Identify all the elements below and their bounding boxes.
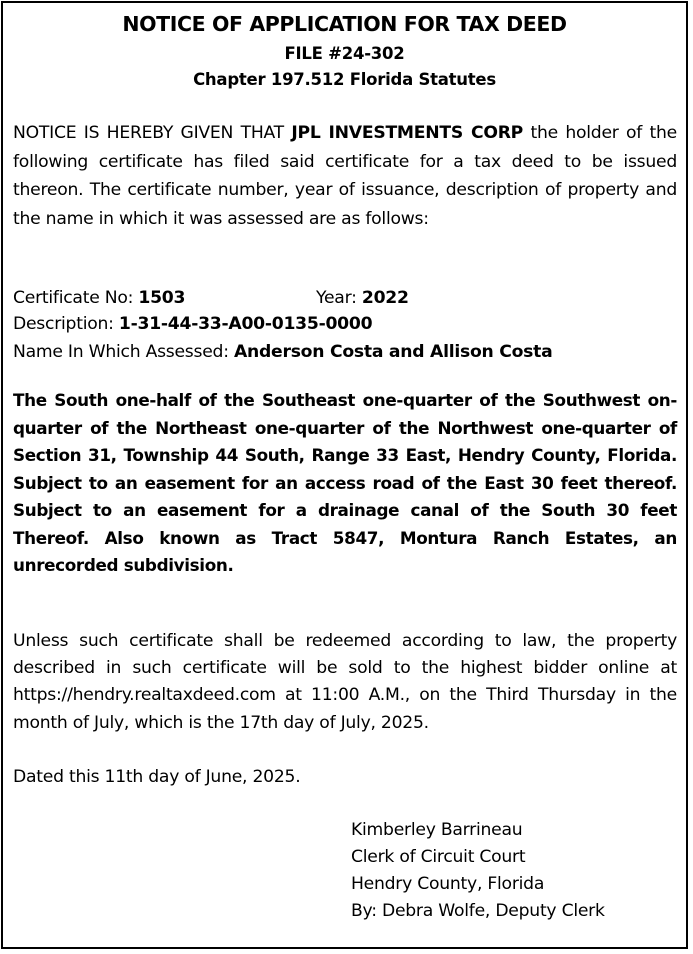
sale-notice: Unless such certificate shall be redeemed according to law, the property described in such certificate will be sold to the highest bidder online at https://hendry.realtaxdeed.com at 11:00 A.M., on the Third Thursday in the month of July, which is the 17th day of July, 2025. (13, 631, 677, 733)
legal-description: The South one-half of the Southeast one-quarter of the Southwest on-quarter of the Northeast one-quarter of the Northwest one-quarter of Section 31, Township 44 South, Range 33 East, Hendry County, Florida. Subject to an easement for an access road of the East 30 feet thereof. Subject to an easement for a drainage canal of the South 30 feet Thereof. Also known as Tract 5847, Montura Ranch Estates, an unrecorded subdivision. (13, 390, 677, 575)
file-number: FILE #24-302 (284, 44, 405, 63)
year-label: Year: (316, 288, 357, 308)
clerk-name: Kimberley Barrineau (351, 820, 523, 840)
clerk-county: Hendry County, Florida (351, 874, 545, 894)
assessed-name: Anderson Costa and Allison Costa (233, 342, 553, 362)
signature-block (351, 817, 605, 925)
certificate-number: 1503 (138, 288, 186, 308)
parcel-description: 1-31-44-33-A00-0135-0000 (118, 314, 373, 334)
certificate-holder: JPL INVESTMENTS CORP (291, 123, 524, 143)
certificate-number-label: Certificate No: (13, 288, 134, 308)
deputy-clerk: By: Debra Wolfe, Deputy Clerk (351, 901, 605, 921)
statute-reference: Chapter 197.512 Florida Statutes (193, 70, 496, 89)
certificate-row (13, 286, 409, 310)
intro-suffix: the holder of the following certificate has filed said certificate for a tax deed to be issued thereon. The certificate number, year of issuance, description of property and the name in which it was assessed are as follows: (13, 123, 677, 229)
intro-paragraph (13, 119, 677, 233)
assessed-label: Name In Which Assessed: (13, 342, 229, 362)
tax-deed-notice (1, 1, 688, 949)
year-value: 2022 (361, 288, 409, 308)
assessed-row (13, 340, 552, 364)
description-label: Description: (13, 314, 114, 334)
year-group (316, 286, 409, 310)
notice-title: NOTICE OF APPLICATION FOR TAX DEED (122, 12, 567, 36)
intro-prefix: NOTICE IS HEREBY GIVEN THAT (13, 123, 284, 143)
dated-line: Dated this 11th day of June, 2025. (13, 767, 301, 787)
description-row (13, 312, 372, 336)
clerk-title: Clerk of Circuit Court (351, 847, 526, 867)
